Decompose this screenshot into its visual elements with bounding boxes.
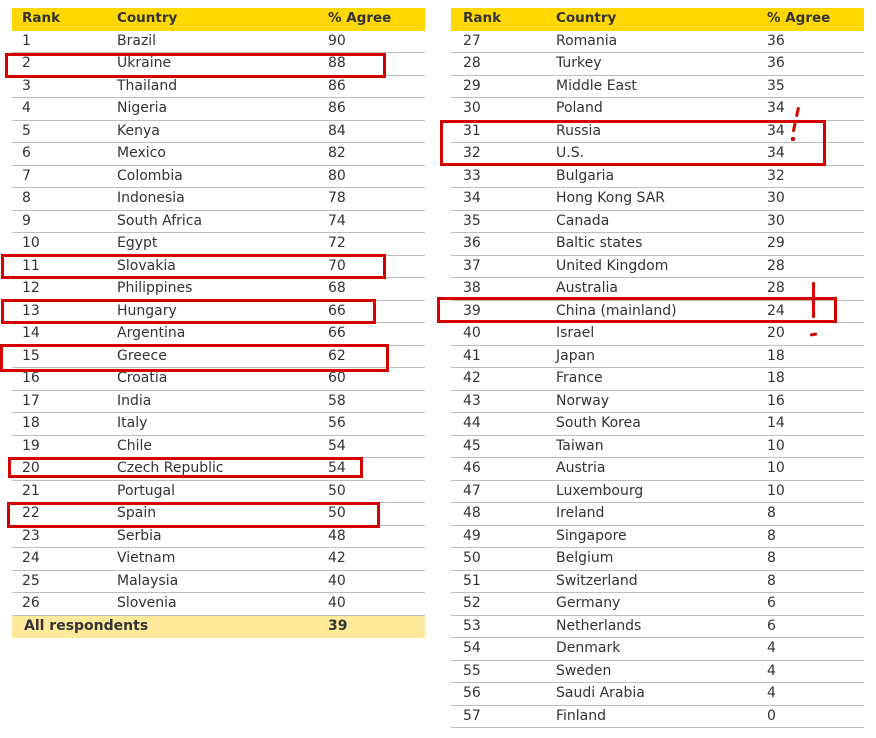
rank-cell: 26 [22,595,40,611]
country-cell: Australia [556,280,618,296]
country-cell: Netherlands [556,617,642,634]
country-cell: Egypt [117,235,158,251]
ranking-table-right [451,8,864,728]
rank-cell: 25 [22,572,40,589]
table-row [12,593,425,616]
rank-cell: 5 [22,122,31,139]
table-row [12,548,425,571]
table-row [451,323,864,346]
table-row [12,98,425,121]
country-cell: Croatia [117,370,168,386]
rank-cell: 45 [463,437,481,454]
agree-cell: 18 [767,347,785,364]
agree-cell: 30 [767,212,785,229]
table-row [451,481,864,504]
rank-cell: 8 [22,190,31,206]
country-cell: Israel [556,325,595,341]
country-cell: Nigeria [117,100,168,116]
table-row [451,31,864,54]
table-row [12,256,425,279]
country-cell: Denmark [556,640,621,656]
country-cell: Italy [117,415,148,431]
country-cell: South Korea [556,415,641,431]
country-cell: Austria [556,460,606,476]
country-cell: Thailand [117,77,178,94]
country-cell: Colombia [117,167,183,184]
agree-header: % Agree [767,10,831,26]
rank-cell: 19 [22,437,40,454]
rank-cell: 33 [463,167,481,184]
agree-cell: 72 [328,235,346,251]
agree-cell: 40 [328,572,346,589]
rank-cell: 40 [463,325,481,341]
agree-cell: 10 [767,482,785,499]
table-row [451,683,864,706]
table-row [451,548,864,571]
rank-cell: 50 [463,550,481,566]
rank-cell: 46 [463,460,481,476]
hand-mark-dot [791,137,795,141]
agree-cell: 54 [328,437,346,454]
agree-cell: 4 [767,640,776,656]
agree-cell: 48 [328,527,346,544]
country-cell: Serbia [117,527,162,544]
agree-cell: 30 [767,190,785,206]
rank-header: Rank [463,10,502,26]
rank-cell: 28 [463,55,481,71]
table-row [12,391,425,414]
rank-cell: 35 [463,212,481,229]
table-row [451,98,864,121]
table-row [12,436,425,459]
country-cell: Malaysia [117,572,179,589]
rank-cell: 22 [22,505,40,521]
country-cell: Ukraine [117,55,172,71]
rank-cell: 3 [22,77,31,94]
rank-cell: 12 [22,280,40,296]
agree-cell: 28 [767,257,785,274]
country-cell: Portugal [117,482,175,499]
agree-cell: 4 [767,662,776,679]
table-row [451,211,864,234]
table-row [12,301,425,324]
rank-cell: 21 [22,482,40,499]
country-cell: Greece [117,347,167,364]
ranking-table-left [12,8,425,638]
rank-cell: 51 [463,572,481,589]
rank-cell: 23 [22,527,40,544]
rank-cell: 17 [22,392,40,409]
agree-cell: 80 [328,167,346,184]
agree-cell: 50 [328,482,346,499]
table-row [451,188,864,211]
table-row [12,233,425,256]
country-cell: Romania [556,32,618,49]
country-cell: Germany [556,595,621,611]
country-cell: Finland [556,707,607,724]
table-row [451,143,864,166]
agree-cell: 34 [767,145,785,161]
agree-cell: 18 [767,370,785,386]
rank-cell: 43 [463,392,481,409]
rank-cell: 18 [22,415,40,431]
table-row [451,436,864,459]
table-row [451,616,864,639]
country-cell: Indonesia [117,190,185,206]
country-cell: Spain [117,505,157,521]
country-cell: Turkey [556,55,602,71]
agree-cell: 36 [767,32,785,49]
agree-cell: 62 [328,347,346,364]
table-row [12,368,425,391]
country-cell: Switzerland [556,572,638,589]
rank-cell: 15 [22,347,40,364]
hand-mark-stroke [812,282,815,318]
rank-cell: 4 [22,100,31,116]
rank-cell: 36 [463,235,481,251]
table-row [12,143,425,166]
agree-cell: 66 [328,325,346,341]
table-row [451,706,864,729]
table-row [451,233,864,256]
table-row [451,638,864,661]
country-cell: Luxembourg [556,482,644,499]
rank-cell: 20 [22,460,40,476]
agree-cell: 78 [328,190,346,206]
agree-cell: 42 [328,550,346,566]
agree-cell: 60 [328,370,346,386]
rank-cell: 10 [22,235,40,251]
table-row [12,526,425,549]
agree-cell: 16 [767,392,785,409]
agree-cell: 70 [328,257,346,274]
table-row [12,323,425,346]
rank-cell: 6 [22,145,31,161]
rank-cell: 49 [463,527,481,544]
rank-header: Rank [22,10,61,26]
rank-cell: 48 [463,505,481,521]
rank-cell: 16 [22,370,40,386]
agree-cell: 86 [328,100,346,116]
rank-cell: 13 [22,302,40,319]
country-cell: Baltic states [556,235,643,251]
agree-cell: 84 [328,122,346,139]
table-row [12,458,425,481]
table-header [12,8,425,31]
table-row [12,53,425,76]
country-cell: Mexico [117,145,166,161]
country-cell: Brazil [117,32,157,49]
table-row [451,458,864,481]
rank-cell: 7 [22,167,31,184]
table-row [451,661,864,684]
country-cell: Chile [117,437,153,454]
all-respondents-value: 39 [328,617,348,634]
rank-cell: 53 [463,617,481,634]
rank-cell: 24 [22,550,40,566]
rank-cell: 41 [463,347,481,364]
agree-cell: 14 [767,415,785,431]
country-cell: Vietnam [117,550,176,566]
all-respondents-label: All respondents [24,617,149,634]
country-cell: Poland [556,100,603,116]
agree-cell: 8 [767,527,776,544]
rank-cell: 14 [22,325,40,341]
agree-cell: 54 [328,460,346,476]
agree-cell: 88 [328,55,346,71]
rank-cell: 27 [463,32,481,49]
agree-cell: 6 [767,617,776,634]
table-row [451,301,864,324]
rank-cell: 52 [463,595,481,611]
country-cell: South Africa [117,212,203,229]
country-cell: Hungary [117,302,177,319]
agree-cell: 4 [767,685,776,701]
agree-cell: 29 [767,235,785,251]
table-row [451,571,864,594]
agree-cell: 32 [767,167,785,184]
agree-cell: 6 [767,595,776,611]
agree-cell: 20 [767,325,785,341]
country-cell: France [556,370,603,386]
agree-cell: 36 [767,55,785,71]
rank-cell: 37 [463,257,481,274]
country-cell: Kenya [117,122,160,139]
agree-cell: 10 [767,460,785,476]
country-cell: Norway [556,392,610,409]
agree-cell: 56 [328,415,346,431]
agree-cell: 28 [767,280,785,296]
table-row [12,503,425,526]
country-cell: United Kingdom [556,257,669,274]
table-row [12,211,425,234]
rank-cell: 11 [22,257,40,274]
country-cell: Czech Republic [117,460,224,476]
table-row [451,278,864,301]
agree-cell: 82 [328,145,346,161]
table-row [12,413,425,436]
agree-cell: 34 [767,122,785,139]
agree-cell: 86 [328,77,346,94]
country-cell: Russia [556,122,602,139]
table-row [451,346,864,369]
table-row [451,413,864,436]
table-row [451,166,864,189]
agree-cell: 8 [767,572,776,589]
agree-cell: 50 [328,505,346,521]
rank-cell: 39 [463,302,481,319]
table-row [12,121,425,144]
agree-header: % Agree [328,10,392,26]
table-row [451,526,864,549]
rank-cell: 2 [22,55,31,71]
agree-cell: 0 [767,707,776,724]
country-cell: Japan [556,347,596,364]
table-row [12,166,425,189]
rank-cell: 42 [463,370,481,386]
rank-cell: 29 [463,77,481,94]
country-cell: Slovakia [117,257,176,274]
country-header: Country [117,10,178,26]
table-row [451,593,864,616]
agree-cell: 8 [767,550,776,566]
rank-cell: 30 [463,100,481,116]
country-cell: Slovenia [117,595,177,611]
rank-cell: 54 [463,640,481,656]
table-row [451,76,864,99]
table-row [451,53,864,76]
rank-cell: 31 [463,122,481,139]
country-cell: U.S. [556,145,585,161]
agree-cell: 74 [328,212,346,229]
country-cell: India [117,392,152,409]
table-row [451,503,864,526]
rank-cell: 32 [463,145,481,161]
table-row [451,256,864,279]
country-header: Country [556,10,617,26]
country-cell: Hong Kong SAR [556,190,666,206]
country-cell: Argentina [117,325,186,341]
country-cell: Middle East [556,77,637,94]
table-row [12,571,425,594]
agree-cell: 24 [767,302,785,319]
rank-cell: 1 [22,32,31,49]
country-cell: Canada [556,212,610,229]
rank-cell: 47 [463,482,481,499]
country-cell: Bulgaria [556,167,615,184]
all-respondents-row [12,616,425,639]
rank-cell: 38 [463,280,481,296]
agree-cell: 34 [767,100,785,116]
rank-cell: 55 [463,662,481,679]
country-cell: Taiwan [556,437,604,454]
country-cell: China (mainland) [556,302,677,319]
rank-cell: 34 [463,190,481,206]
agree-cell: 40 [328,595,346,611]
agree-cell: 90 [328,32,346,49]
table-row [12,31,425,54]
country-cell: Saudi Arabia [556,685,645,701]
rank-cell: 44 [463,415,481,431]
table-row [12,481,425,504]
agree-cell: 68 [328,280,346,296]
country-cell: Sweden [556,662,612,679]
country-cell: Singapore [556,527,627,544]
agree-cell: 66 [328,302,346,319]
table-header [451,8,864,31]
country-cell: Philippines [117,280,193,296]
table-row [12,346,425,369]
agree-cell: 10 [767,437,785,454]
table-row [12,188,425,211]
rank-cell: 57 [463,707,481,724]
table-row [12,278,425,301]
agree-cell: 35 [767,77,785,94]
rank-cell: 56 [463,685,481,701]
table-row [451,121,864,144]
country-cell: Ireland [556,505,605,521]
table-row [12,76,425,99]
country-cell: Belgium [556,550,614,566]
agree-cell: 58 [328,392,346,409]
table-row [451,368,864,391]
table-row [451,391,864,414]
agree-cell: 8 [767,505,776,521]
rank-cell: 9 [22,212,31,229]
